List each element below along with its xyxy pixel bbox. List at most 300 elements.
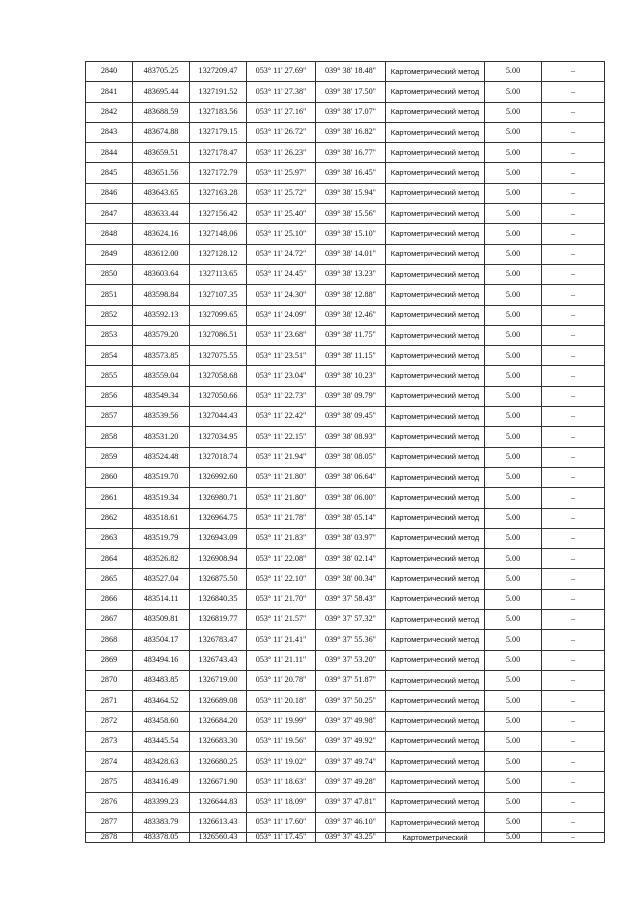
method-cell: Картометрический метод bbox=[386, 366, 485, 386]
point-number-cell: 2878 bbox=[86, 833, 133, 843]
latitude-cell: 053° 11' 22.15" bbox=[247, 427, 316, 447]
x-coordinate-cell: 483519.79 bbox=[133, 528, 190, 548]
y-coordinate-cell: 1326613.43 bbox=[190, 812, 247, 832]
method-cell: Картометрический метод bbox=[386, 386, 485, 406]
y-coordinate-cell: 1326908.94 bbox=[190, 549, 247, 569]
note-cell: – bbox=[542, 427, 605, 447]
table-row bbox=[86, 691, 605, 711]
table-row bbox=[86, 264, 605, 284]
accuracy-cell: 5.00 bbox=[485, 346, 542, 366]
note-cell: – bbox=[542, 589, 605, 609]
table-row bbox=[86, 569, 605, 589]
longitude-cell: 039° 38' 06.64" bbox=[316, 467, 386, 487]
y-coordinate-cell: 1327179.15 bbox=[190, 122, 247, 142]
x-coordinate-cell: 483416.49 bbox=[133, 772, 190, 792]
table-row bbox=[86, 488, 605, 508]
longitude-cell: 039° 38' 17.50" bbox=[316, 82, 386, 102]
method-cell: Картометрический метод bbox=[386, 589, 485, 609]
x-coordinate-cell: 483458.60 bbox=[133, 711, 190, 731]
note-cell: – bbox=[542, 264, 605, 284]
y-coordinate-cell: 1327113.65 bbox=[190, 264, 247, 284]
accuracy-cell: 5.00 bbox=[485, 772, 542, 792]
x-coordinate-cell: 483504.17 bbox=[133, 630, 190, 650]
longitude-cell: 039° 38' 17.07" bbox=[316, 102, 386, 122]
point-number-cell: 2844 bbox=[86, 143, 133, 163]
accuracy-cell: 5.00 bbox=[485, 285, 542, 305]
y-coordinate-cell: 1326840.35 bbox=[190, 589, 247, 609]
y-coordinate-cell: 1327128.12 bbox=[190, 244, 247, 264]
point-number-cell: 2847 bbox=[86, 204, 133, 224]
accuracy-cell: 5.00 bbox=[485, 407, 542, 427]
y-coordinate-cell: 1327191.52 bbox=[190, 82, 247, 102]
latitude-cell: 053° 11' 21.41" bbox=[247, 630, 316, 650]
latitude-cell: 053° 11' 25.40" bbox=[247, 204, 316, 224]
latitude-cell: 053° 11' 21.78" bbox=[247, 508, 316, 528]
x-coordinate-cell: 483643.65 bbox=[133, 183, 190, 203]
accuracy-cell: 5.00 bbox=[485, 82, 542, 102]
method-cell: Картометрический метод bbox=[386, 812, 485, 832]
longitude-cell: 039° 38' 12.88" bbox=[316, 285, 386, 305]
point-number-cell: 2866 bbox=[86, 589, 133, 609]
accuracy-cell: 5.00 bbox=[485, 163, 542, 183]
y-coordinate-cell: 1327058.68 bbox=[190, 366, 247, 386]
note-cell: – bbox=[542, 82, 605, 102]
method-cell: Картометрический метод bbox=[386, 82, 485, 102]
table-row bbox=[86, 407, 605, 427]
longitude-cell: 039° 38' 15.94" bbox=[316, 183, 386, 203]
method-cell: Картометрический метод bbox=[386, 731, 485, 751]
accuracy-cell: 5.00 bbox=[485, 812, 542, 832]
method-cell: Картометрический метод bbox=[386, 630, 485, 650]
x-coordinate-cell: 483559.04 bbox=[133, 366, 190, 386]
accuracy-cell: 5.00 bbox=[485, 183, 542, 203]
accuracy-cell: 5.00 bbox=[485, 305, 542, 325]
point-number-cell: 2852 bbox=[86, 305, 133, 325]
x-coordinate-cell: 483633.44 bbox=[133, 204, 190, 224]
table-row bbox=[86, 427, 605, 447]
method-cell: Картометрический метод bbox=[386, 488, 485, 508]
latitude-cell: 053° 11' 23.04" bbox=[247, 366, 316, 386]
x-coordinate-cell: 483514.11 bbox=[133, 589, 190, 609]
point-number-cell: 2863 bbox=[86, 528, 133, 548]
longitude-cell: 039° 38' 12.46" bbox=[316, 305, 386, 325]
y-coordinate-cell: 1326783.47 bbox=[190, 630, 247, 650]
y-coordinate-cell: 1327075.55 bbox=[190, 346, 247, 366]
point-number-cell: 2872 bbox=[86, 711, 133, 731]
latitude-cell: 053° 11' 23.51" bbox=[247, 346, 316, 366]
table-row bbox=[86, 650, 605, 670]
point-number-cell: 2841 bbox=[86, 82, 133, 102]
method-cell: Картометрический метод bbox=[386, 772, 485, 792]
latitude-cell: 053° 11' 24.45" bbox=[247, 264, 316, 284]
accuracy-cell: 5.00 bbox=[485, 447, 542, 467]
latitude-cell: 053° 11' 22.08" bbox=[247, 549, 316, 569]
note-cell: – bbox=[542, 102, 605, 122]
accuracy-cell: 5.00 bbox=[485, 224, 542, 244]
x-coordinate-cell: 483659.51 bbox=[133, 143, 190, 163]
method-cell: Картометрический метод bbox=[386, 325, 485, 345]
y-coordinate-cell: 1327034.95 bbox=[190, 427, 247, 447]
note-cell: – bbox=[542, 386, 605, 406]
point-number-cell: 2867 bbox=[86, 610, 133, 630]
y-coordinate-cell: 1326992.60 bbox=[190, 467, 247, 487]
x-coordinate-cell: 483688.59 bbox=[133, 102, 190, 122]
point-number-cell: 2862 bbox=[86, 508, 133, 528]
y-coordinate-cell: 1327183.56 bbox=[190, 102, 247, 122]
x-coordinate-cell: 483531.20 bbox=[133, 427, 190, 447]
x-coordinate-cell: 483527.04 bbox=[133, 569, 190, 589]
point-number-cell: 2868 bbox=[86, 630, 133, 650]
note-cell: – bbox=[542, 204, 605, 224]
longitude-cell: 039° 37' 55.36" bbox=[316, 630, 386, 650]
y-coordinate-cell: 1326980.71 bbox=[190, 488, 247, 508]
latitude-cell: 053° 11' 22.42" bbox=[247, 407, 316, 427]
method-cell: Картометрический метод bbox=[386, 244, 485, 264]
point-number-cell: 2845 bbox=[86, 163, 133, 183]
latitude-cell: 053° 11' 21.11" bbox=[247, 650, 316, 670]
table-row bbox=[86, 711, 605, 731]
x-coordinate-cell: 483539.56 bbox=[133, 407, 190, 427]
method-cell: Картометрический метод bbox=[386, 264, 485, 284]
latitude-cell: 053° 11' 19.56" bbox=[247, 731, 316, 751]
y-coordinate-cell: 1327050.66 bbox=[190, 386, 247, 406]
latitude-cell: 053° 11' 24.09" bbox=[247, 305, 316, 325]
note-cell: – bbox=[542, 122, 605, 142]
longitude-cell: 039° 37' 49.98" bbox=[316, 711, 386, 731]
latitude-cell: 053° 11' 26.72" bbox=[247, 122, 316, 142]
y-coordinate-cell: 1327018.74 bbox=[190, 447, 247, 467]
point-number-cell: 2846 bbox=[86, 183, 133, 203]
longitude-cell: 039° 38' 16.82" bbox=[316, 122, 386, 142]
latitude-cell: 053° 11' 21.70" bbox=[247, 589, 316, 609]
table-row bbox=[86, 508, 605, 528]
point-number-cell: 2848 bbox=[86, 224, 133, 244]
note-cell: – bbox=[542, 549, 605, 569]
latitude-cell: 053° 11' 19.02" bbox=[247, 752, 316, 772]
point-number-cell: 2865 bbox=[86, 569, 133, 589]
point-number-cell: 2856 bbox=[86, 386, 133, 406]
longitude-cell: 039° 38' 10.23" bbox=[316, 366, 386, 386]
accuracy-cell: 5.00 bbox=[485, 691, 542, 711]
method-cell: Картометрический метод bbox=[386, 610, 485, 630]
table-row bbox=[86, 244, 605, 264]
note-cell: – bbox=[542, 305, 605, 325]
y-coordinate-cell: 1327086.51 bbox=[190, 325, 247, 345]
note-cell: – bbox=[542, 346, 605, 366]
note-cell: – bbox=[542, 792, 605, 812]
accuracy-cell: 5.00 bbox=[485, 264, 542, 284]
x-coordinate-cell: 483428.63 bbox=[133, 752, 190, 772]
table-row bbox=[86, 82, 605, 102]
accuracy-cell: 5.00 bbox=[485, 122, 542, 142]
y-coordinate-cell: 1327148.06 bbox=[190, 224, 247, 244]
accuracy-cell: 5.00 bbox=[485, 143, 542, 163]
accuracy-cell: 5.00 bbox=[485, 630, 542, 650]
y-coordinate-cell: 1326743.43 bbox=[190, 650, 247, 670]
x-coordinate-cell: 483519.34 bbox=[133, 488, 190, 508]
x-coordinate-cell: 483598.84 bbox=[133, 285, 190, 305]
longitude-cell: 039° 38' 11.75" bbox=[316, 325, 386, 345]
accuracy-cell: 5.00 bbox=[485, 833, 542, 843]
point-number-cell: 2875 bbox=[86, 772, 133, 792]
y-coordinate-cell: 1326671.90 bbox=[190, 772, 247, 792]
longitude-cell: 039° 38' 05.14" bbox=[316, 508, 386, 528]
x-coordinate-cell: 483526.82 bbox=[133, 549, 190, 569]
y-coordinate-cell: 1327044.43 bbox=[190, 407, 247, 427]
y-coordinate-cell: 1327163.28 bbox=[190, 183, 247, 203]
latitude-cell: 053° 11' 18.63" bbox=[247, 772, 316, 792]
latitude-cell: 053° 11' 21.80" bbox=[247, 467, 316, 487]
latitude-cell: 053° 11' 24.72" bbox=[247, 244, 316, 264]
table-row bbox=[86, 143, 605, 163]
point-number-cell: 2850 bbox=[86, 264, 133, 284]
note-cell: – bbox=[542, 325, 605, 345]
method-cell: Картометрический метод bbox=[386, 569, 485, 589]
method-cell: Картометрический метод bbox=[386, 447, 485, 467]
longitude-cell: 039° 37' 49.28" bbox=[316, 772, 386, 792]
longitude-cell: 039° 37' 49.74" bbox=[316, 752, 386, 772]
point-number-cell: 2877 bbox=[86, 812, 133, 832]
method-cell: Картометрический метод bbox=[386, 549, 485, 569]
point-number-cell: 2840 bbox=[86, 62, 133, 82]
y-coordinate-cell: 1326680.25 bbox=[190, 752, 247, 772]
point-number-cell: 2871 bbox=[86, 691, 133, 711]
point-number-cell: 2853 bbox=[86, 325, 133, 345]
longitude-cell: 039° 37' 49.92" bbox=[316, 731, 386, 751]
point-number-cell: 2860 bbox=[86, 467, 133, 487]
method-cell: Картометрический метод bbox=[386, 711, 485, 731]
accuracy-cell: 5.00 bbox=[485, 549, 542, 569]
accuracy-cell: 5.00 bbox=[485, 528, 542, 548]
longitude-cell: 039° 37' 50.25" bbox=[316, 691, 386, 711]
point-number-cell: 2870 bbox=[86, 670, 133, 690]
latitude-cell: 053° 11' 20.78" bbox=[247, 670, 316, 690]
point-number-cell: 2851 bbox=[86, 285, 133, 305]
table-row bbox=[86, 386, 605, 406]
longitude-cell: 039° 37' 58.43" bbox=[316, 589, 386, 609]
accuracy-cell: 5.00 bbox=[485, 62, 542, 82]
longitude-cell: 039° 38' 16.77" bbox=[316, 143, 386, 163]
longitude-cell: 039° 38' 08.05" bbox=[316, 447, 386, 467]
latitude-cell: 053° 11' 17.45" bbox=[247, 833, 316, 843]
longitude-cell: 039° 38' 02.14" bbox=[316, 549, 386, 569]
note-cell: – bbox=[542, 772, 605, 792]
note-cell: – bbox=[542, 447, 605, 467]
x-coordinate-cell: 483524.48 bbox=[133, 447, 190, 467]
x-coordinate-cell: 483378.05 bbox=[133, 833, 190, 843]
method-cell: Картометрический метод bbox=[386, 407, 485, 427]
note-cell: – bbox=[542, 163, 605, 183]
note-cell: – bbox=[542, 143, 605, 163]
longitude-cell: 039° 37' 47.81" bbox=[316, 792, 386, 812]
x-coordinate-cell: 483674.88 bbox=[133, 122, 190, 142]
table-row bbox=[86, 224, 605, 244]
x-coordinate-cell: 483592.13 bbox=[133, 305, 190, 325]
longitude-cell: 039° 38' 09.79" bbox=[316, 386, 386, 406]
longitude-cell: 039° 37' 53.20" bbox=[316, 650, 386, 670]
note-cell: – bbox=[542, 833, 605, 843]
longitude-cell: 039° 38' 18.48" bbox=[316, 62, 386, 82]
x-coordinate-cell: 483612.00 bbox=[133, 244, 190, 264]
table-row bbox=[86, 589, 605, 609]
x-coordinate-cell: 483579.20 bbox=[133, 325, 190, 345]
method-cell: Картометрический метод bbox=[386, 122, 485, 142]
point-number-cell: 2864 bbox=[86, 549, 133, 569]
longitude-cell: 039° 37' 51.87" bbox=[316, 670, 386, 690]
x-coordinate-cell: 483494.16 bbox=[133, 650, 190, 670]
accuracy-cell: 5.00 bbox=[485, 427, 542, 447]
method-cell: Картометрический метод bbox=[386, 752, 485, 772]
point-number-cell: 2859 bbox=[86, 447, 133, 467]
point-number-cell: 2873 bbox=[86, 731, 133, 751]
latitude-cell: 053° 11' 25.97" bbox=[247, 163, 316, 183]
longitude-cell: 039° 38' 09.45" bbox=[316, 407, 386, 427]
table-row bbox=[86, 812, 605, 832]
note-cell: – bbox=[542, 508, 605, 528]
latitude-cell: 053° 11' 22.73" bbox=[247, 386, 316, 406]
x-coordinate-cell: 483445.54 bbox=[133, 731, 190, 751]
table-row bbox=[86, 62, 605, 82]
note-cell: – bbox=[542, 244, 605, 264]
x-coordinate-cell: 483603.64 bbox=[133, 264, 190, 284]
longitude-cell: 039° 37' 43.25" bbox=[316, 833, 386, 843]
method-cell: Картометрический метод bbox=[386, 163, 485, 183]
x-coordinate-cell: 483518.61 bbox=[133, 508, 190, 528]
accuracy-cell: 5.00 bbox=[485, 325, 542, 345]
longitude-cell: 039° 38' 13.23" bbox=[316, 264, 386, 284]
accuracy-cell: 5.00 bbox=[485, 488, 542, 508]
table-row bbox=[86, 630, 605, 650]
accuracy-cell: 5.00 bbox=[485, 467, 542, 487]
y-coordinate-cell: 1326875.50 bbox=[190, 569, 247, 589]
point-number-cell: 2854 bbox=[86, 346, 133, 366]
longitude-cell: 039° 37' 57.32" bbox=[316, 610, 386, 630]
note-cell: – bbox=[542, 610, 605, 630]
method-cell: Картометрический метод bbox=[386, 62, 485, 82]
accuracy-cell: 5.00 bbox=[485, 792, 542, 812]
note-cell: – bbox=[542, 285, 605, 305]
point-number-cell: 2861 bbox=[86, 488, 133, 508]
table-row bbox=[86, 467, 605, 487]
method-cell: Картометрический метод bbox=[386, 427, 485, 447]
accuracy-cell: 5.00 bbox=[485, 650, 542, 670]
note-cell: – bbox=[542, 630, 605, 650]
x-coordinate-cell: 483549.34 bbox=[133, 386, 190, 406]
method-cell: Картометрический метод bbox=[386, 204, 485, 224]
table-row bbox=[86, 366, 605, 386]
latitude-cell: 053° 11' 18.09" bbox=[247, 792, 316, 812]
table-row bbox=[86, 610, 605, 630]
latitude-cell: 053° 11' 23.68" bbox=[247, 325, 316, 345]
latitude-cell: 053° 11' 21.94" bbox=[247, 447, 316, 467]
longitude-cell: 039° 38' 06.00" bbox=[316, 488, 386, 508]
note-cell: – bbox=[542, 62, 605, 82]
x-coordinate-cell: 483399.23 bbox=[133, 792, 190, 812]
point-number-cell: 2876 bbox=[86, 792, 133, 812]
method-cell: Картометрический метод bbox=[386, 224, 485, 244]
accuracy-cell: 5.00 bbox=[485, 366, 542, 386]
method-cell: Картометрический метод bbox=[386, 467, 485, 487]
note-cell: – bbox=[542, 183, 605, 203]
coordinates-table bbox=[85, 61, 605, 843]
point-number-cell: 2842 bbox=[86, 102, 133, 122]
table-body bbox=[86, 62, 605, 843]
longitude-cell: 039° 38' 14.01" bbox=[316, 244, 386, 264]
accuracy-cell: 5.00 bbox=[485, 569, 542, 589]
x-coordinate-cell: 483705.25 bbox=[133, 62, 190, 82]
table-row bbox=[86, 731, 605, 751]
longitude-cell: 039° 38' 00.34" bbox=[316, 569, 386, 589]
table-row bbox=[86, 792, 605, 812]
accuracy-cell: 5.00 bbox=[485, 610, 542, 630]
latitude-cell: 053° 11' 26.23" bbox=[247, 143, 316, 163]
accuracy-cell: 5.00 bbox=[485, 752, 542, 772]
latitude-cell: 053° 11' 24.30" bbox=[247, 285, 316, 305]
longitude-cell: 039° 37' 46.10" bbox=[316, 812, 386, 832]
x-coordinate-cell: 483695.44 bbox=[133, 82, 190, 102]
y-coordinate-cell: 1326689.08 bbox=[190, 691, 247, 711]
note-cell: – bbox=[542, 650, 605, 670]
point-number-cell: 2849 bbox=[86, 244, 133, 264]
y-coordinate-cell: 1327172.79 bbox=[190, 163, 247, 183]
accuracy-cell: 5.00 bbox=[485, 386, 542, 406]
longitude-cell: 039° 38' 03.97" bbox=[316, 528, 386, 548]
method-cell: Картометрический метод bbox=[386, 285, 485, 305]
method-cell: Картометрический метод bbox=[386, 650, 485, 670]
method-cell: Картометрический bbox=[386, 833, 485, 843]
point-number-cell: 2869 bbox=[86, 650, 133, 670]
y-coordinate-cell: 1326683.30 bbox=[190, 731, 247, 751]
y-coordinate-cell: 1327099.65 bbox=[190, 305, 247, 325]
method-cell: Картометрический метод bbox=[386, 102, 485, 122]
latitude-cell: 053° 11' 19.99" bbox=[247, 711, 316, 731]
x-coordinate-cell: 483651.56 bbox=[133, 163, 190, 183]
latitude-cell: 053° 11' 17.60" bbox=[247, 812, 316, 832]
accuracy-cell: 5.00 bbox=[485, 244, 542, 264]
table-row bbox=[86, 447, 605, 467]
x-coordinate-cell: 483573.85 bbox=[133, 346, 190, 366]
longitude-cell: 039° 38' 16.45" bbox=[316, 163, 386, 183]
y-coordinate-cell: 1327178.47 bbox=[190, 143, 247, 163]
accuracy-cell: 5.00 bbox=[485, 731, 542, 751]
note-cell: – bbox=[542, 488, 605, 508]
latitude-cell: 053° 11' 27.38" bbox=[247, 82, 316, 102]
table-row bbox=[86, 183, 605, 203]
longitude-cell: 039° 38' 15.10" bbox=[316, 224, 386, 244]
method-cell: Картометрический метод bbox=[386, 528, 485, 548]
table-row bbox=[86, 285, 605, 305]
note-cell: – bbox=[542, 812, 605, 832]
latitude-cell: 053° 11' 27.69" bbox=[247, 62, 316, 82]
table-row bbox=[86, 122, 605, 142]
x-coordinate-cell: 483509.81 bbox=[133, 610, 190, 630]
table-row bbox=[86, 752, 605, 772]
x-coordinate-cell: 483519.70 bbox=[133, 467, 190, 487]
latitude-cell: 053° 11' 21.80" bbox=[247, 488, 316, 508]
note-cell: – bbox=[542, 752, 605, 772]
table-row bbox=[86, 549, 605, 569]
longitude-cell: 039° 38' 11.15" bbox=[316, 346, 386, 366]
accuracy-cell: 5.00 bbox=[485, 589, 542, 609]
longitude-cell: 039° 38' 15.56" bbox=[316, 204, 386, 224]
x-coordinate-cell: 483624.16 bbox=[133, 224, 190, 244]
table-row bbox=[86, 346, 605, 366]
latitude-cell: 053° 11' 25.10" bbox=[247, 224, 316, 244]
table-row bbox=[86, 163, 605, 183]
latitude-cell: 053° 11' 22.10" bbox=[247, 569, 316, 589]
accuracy-cell: 5.00 bbox=[485, 711, 542, 731]
latitude-cell: 053° 11' 25.72" bbox=[247, 183, 316, 203]
